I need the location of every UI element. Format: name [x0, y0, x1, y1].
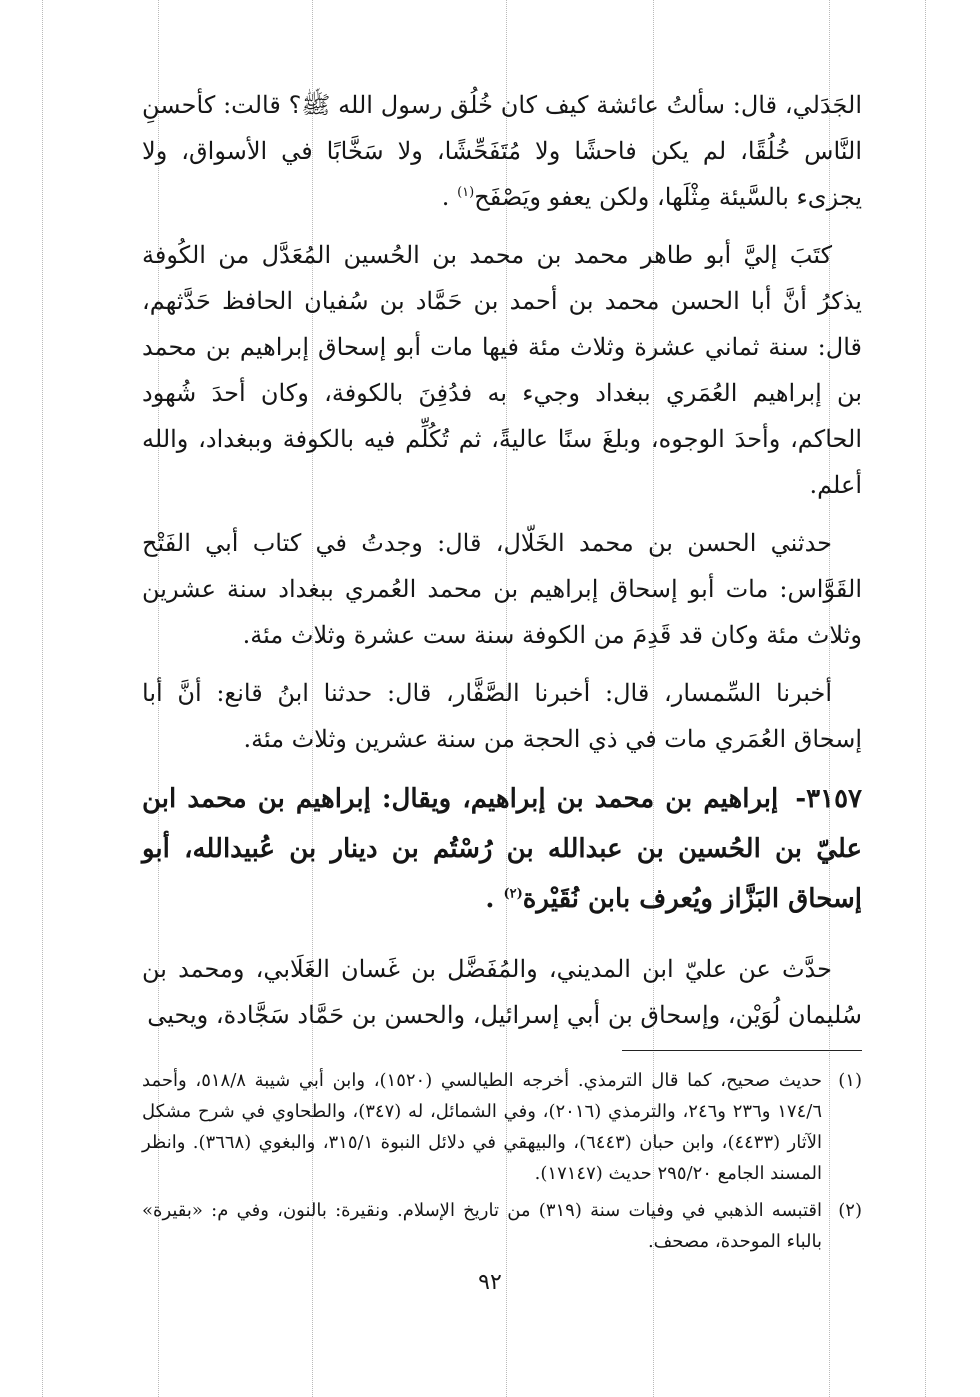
- footnote-text: اقتبسه الذهبي في وفيات سنة (٣١٩) من تاريخ الإسلام. ونقيرة: بالنون، وفي م: «بقيرة» بالباء الموحدة، مصحف.: [142, 1200, 822, 1252]
- footnote-ref: (٢): [503, 886, 523, 902]
- paragraph: كتَبَ إليَّ أبو طاهر محمد بن محمد بن الحُسين المُعَدَّل من الكُوفة يذكرُ أنَّ أبا الحسن محمد بن أحمد بن حَمَّاد بن سُفيان الحافظ حَدَّثهم، قال: سنة ثماني عشرة وثلاث مئة فيها مات أبو إسحاق إبراهيم بن محمد بن إبراهيم العُمَري ببغداد وجيء به فدُفِنَ بالكوفة، وكان أحدَ شُهود الحاكم، وأحدَ الوجوه، وبلغَ سنًا عاليةً، ثم تُكُلِّم فيه بالكوفة وببغداد، والله أعلم.: [142, 241, 862, 499]
- entry-title: إبراهيم بن محمد بن إبراهيم، ويقال: إبراهيم بن محمد ابن عليّ بن الحُسين بن عبدالله بن رُسْتُم بن دينار بن عُبيدالله، أبو إسحاق البَزَّاز ويُعرف بابن نُقَيْرة: [142, 784, 862, 914]
- footnote-mark: (١): [838, 1070, 862, 1091]
- footnote-separator: [622, 1050, 862, 1051]
- footnote-mark: (٢): [838, 1200, 862, 1221]
- paragraph: حدَّث عن عليّ ابن المديني، والمُفَضَّل بن غَسان الغَلَابي، ومحمد بن سُليمان لُوَيْن، وإسحاق بن أبي إسرائيل، والحسن بن حَمَّاد سَجَّادة، ويحيى: [142, 955, 862, 1029]
- footnote-text: حديث صحيح، كما قال الترمذي. أخرجه الطيالسي (١٥٢٠)، وابن أبي شيبة ٥١٨/٨، وأحمد ١٧٤/٦ و٢٣٦ و٢٤٦، والترمذي (٢٠١٦)، وفي الشمائل، له (٣٤٧)، والطحاوي في شرح مشكل الآثار (٤٤٣٣)، وابن حبان (٦٤٤٣)، والبيهقي في دلائل النبوة ٣١٥/١، والبغوي (٣٦٦٨). وانظر المسند الجامع ٢٩٥/٢٠ حديث (١٧١٤٧).: [142, 1070, 823, 1184]
- biography-entry: ٣١٥٧- إبراهيم بن محمد بن إبراهيم، ويقال: إبراهيم بن محمد ابن عليّ بن الحُسين بن عبدالله بن رُسْتُم بن دينار بن عُبيدالله، أبو إسحاق البَزَّاز ويُعرف بابن نُقَيْرة$^{(٢)}$ .: [142, 784, 862, 914]
- paragraph: حدثني الحسن بن محمد الخَلّال، قال: وجدتُ في كتاب أبي الفَتْح القَوَّاس: مات أبو إسحاق إبراهيم بن محمد العُمري ببغداد سنة عشرين وثلاث مئة وكان قد قَدِمَ من الكوفة سنة ست عشرة وثلاث مئة.: [142, 529, 862, 649]
- page-body: [142, 82, 862, 1263]
- page-number: ٩٢: [478, 1270, 502, 1295]
- grid-line: [925, 0, 926, 1397]
- paragraph: الجَدَلي، قال: سألتُ عائشة كيف كان خُلُق رسول الله ﷺ؟ قالت: كأحسنِ النَّاس خُلُقًا، لم يكن فاحشًا ولا مُتَفَحِّشًا، ولا سَخَّابًا في الأسواق، ولا يجزىء بالسَّيئة مِثْلَها، ولكن يعفو ويَصْفَح$^{(١)}$ .: [142, 91, 862, 211]
- paragraph: أخبرنا السِّمسار، قال: أخبرنا الصَّفَّار، قال: حدثنا ابنُ قانع: أنَّ أبا إسحاق العُمَري مات في ذي الحجة من سنة عشرين وثلاث مئة.: [142, 679, 862, 753]
- entry-number: ٣١٥٧-: [795, 784, 862, 814]
- footnote: [142, 1065, 862, 1189]
- footnote-ref: (١): [457, 185, 475, 200]
- footnote: [142, 1195, 862, 1257]
- grid-line: [42, 0, 43, 1397]
